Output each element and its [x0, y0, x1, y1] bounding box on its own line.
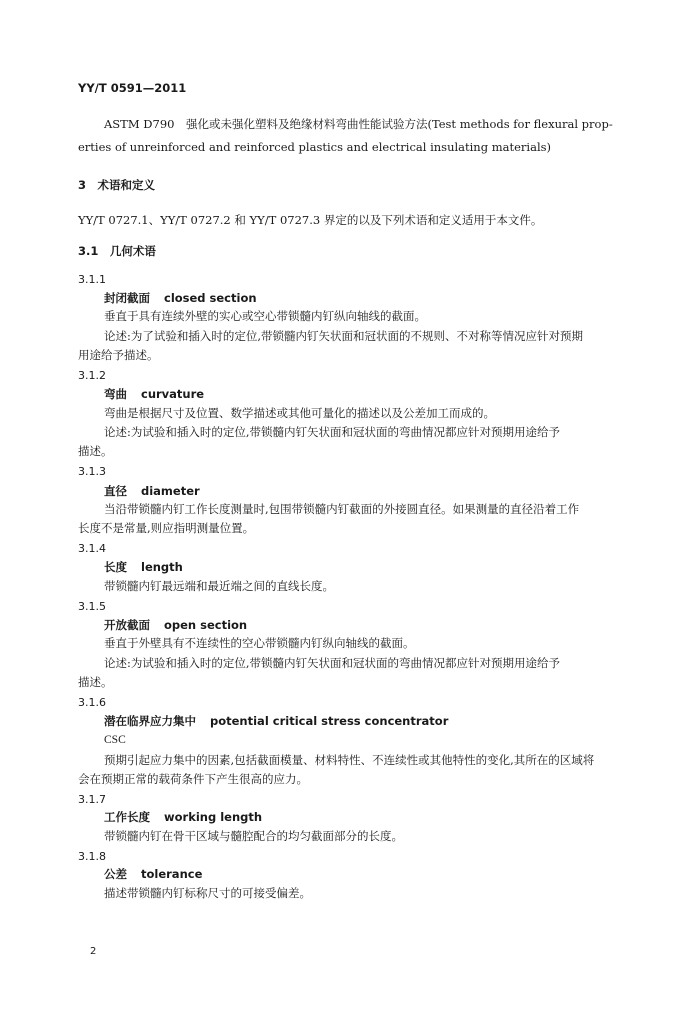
- entry-definition: 带锁髓内钉在骨干区域与髓腔配合的均匀截面部分的长度。: [104, 829, 403, 843]
- entry-term: [104, 716, 448, 728]
- intro-paragraph: YY/T 0727.1、YY/T 0727.2 和 YY/T 0727.3 界定的以及下列术语和定义适用于本文件。: [78, 213, 543, 227]
- entry-number: 3.1.3: [78, 465, 106, 478]
- entry-term: [104, 869, 202, 881]
- entry-number: 3.1.6: [78, 696, 106, 709]
- term-en: open section: [164, 618, 248, 632]
- entry-note-continued: 描述。: [78, 444, 113, 458]
- entry-note: 论述:为试验和插入时的定位,带锁髓内钉矢状面和冠状面的弯曲情况都应针对预期用途给予: [104, 656, 561, 670]
- section-title: 3 术语和定义: [78, 178, 156, 192]
- entry-definition: 预期引起应力集中的因素,包括截面模量、材料特性、不连续性或其他特性的变化,其所在的区域将: [104, 753, 595, 767]
- entry-number: 3.1.5: [78, 600, 106, 613]
- entry-definition-continued: 长度不是常量,则应指明测量位置。: [78, 521, 255, 535]
- entry-term: [104, 562, 183, 574]
- entry-term: [104, 620, 247, 632]
- standard-code-header: YY/T 0591—2011: [78, 81, 187, 95]
- term-en: diameter: [141, 484, 200, 498]
- entry-definition: 垂直于外壁具有不连续性的空心带锁髓内钉纵向轴线的截面。: [104, 636, 415, 650]
- entry-number: 3.1.8: [78, 850, 106, 863]
- term-zh: 公差: [104, 867, 127, 881]
- subsection-title: 3.1 几何术语: [78, 244, 156, 258]
- term-zh: 封闭截面: [104, 291, 150, 305]
- entry-note: 论述:为试验和插入时的定位,带锁髓内钉矢状面和冠状面的弯曲情况都应针对预期用途给予: [104, 425, 561, 439]
- entry-number: 3.1.7: [78, 793, 106, 806]
- entry-term: [104, 486, 200, 498]
- term-zh: 开放截面: [104, 618, 150, 632]
- entry-definition: 带锁髓内钉最远端和最近端之间的直线长度。: [104, 579, 334, 593]
- term-zh: 潜在临界应力集中: [104, 714, 196, 728]
- entry-note-continued: 用途给予描述。: [78, 348, 159, 362]
- term-zh: 直径: [104, 484, 127, 498]
- entry-definition: 弯曲是根据尺寸及位置、数学描述或其他可量化的描述以及公差加工而成的。: [104, 406, 495, 420]
- entry-abbreviation: CSC: [104, 734, 126, 746]
- term-en: length: [141, 560, 183, 574]
- entry-definition-continued: 会在预期正常的载荷条件下产生很高的应力。: [78, 772, 308, 786]
- entry-term: [104, 389, 204, 401]
- reference-line-2: erties of unreinforced and reinforced plastics and electrical insulating materials): [78, 140, 552, 154]
- entry-term: [104, 293, 257, 305]
- term-zh: 长度: [104, 560, 127, 574]
- entry-definition: 描述带锁髓内钉标称尺寸的可接受偏差。: [104, 886, 311, 900]
- entry-number: 3.1.2: [78, 369, 106, 382]
- entry-definition: 垂直于具有连续外壁的实心或空心带锁髓内钉纵向轴线的截面。: [104, 309, 426, 323]
- term-en: closed section: [164, 291, 257, 305]
- term-zh: 弯曲: [104, 387, 127, 401]
- term-en: tolerance: [141, 867, 203, 881]
- page-number: 2: [90, 946, 97, 957]
- entry-definition: 当沿带锁髓内钉工作长度测量时,包围带锁髓内钉截面的外接圆直径。如果测量的直径沿着工作: [104, 502, 580, 516]
- reference-line-1: ASTM D790 强化或未强化塑料及绝缘材料弯曲性能试验方法(Test methods for flexural prop-: [104, 117, 613, 131]
- entry-term: [104, 812, 262, 824]
- entry-note: 论述:为了试验和插入时的定位,带锁髓内钉矢状面和冠状面的不规则、不对称等情况应针对预期: [104, 329, 584, 343]
- term-zh: 工作长度: [104, 810, 150, 824]
- entry-number: 3.1.1: [78, 273, 106, 286]
- entry-number: 3.1.4: [78, 542, 106, 555]
- term-en: potential critical stress concentrator: [210, 714, 449, 728]
- entry-note-continued: 描述。: [78, 675, 113, 689]
- term-en: curvature: [141, 387, 205, 401]
- term-en: working length: [164, 810, 263, 824]
